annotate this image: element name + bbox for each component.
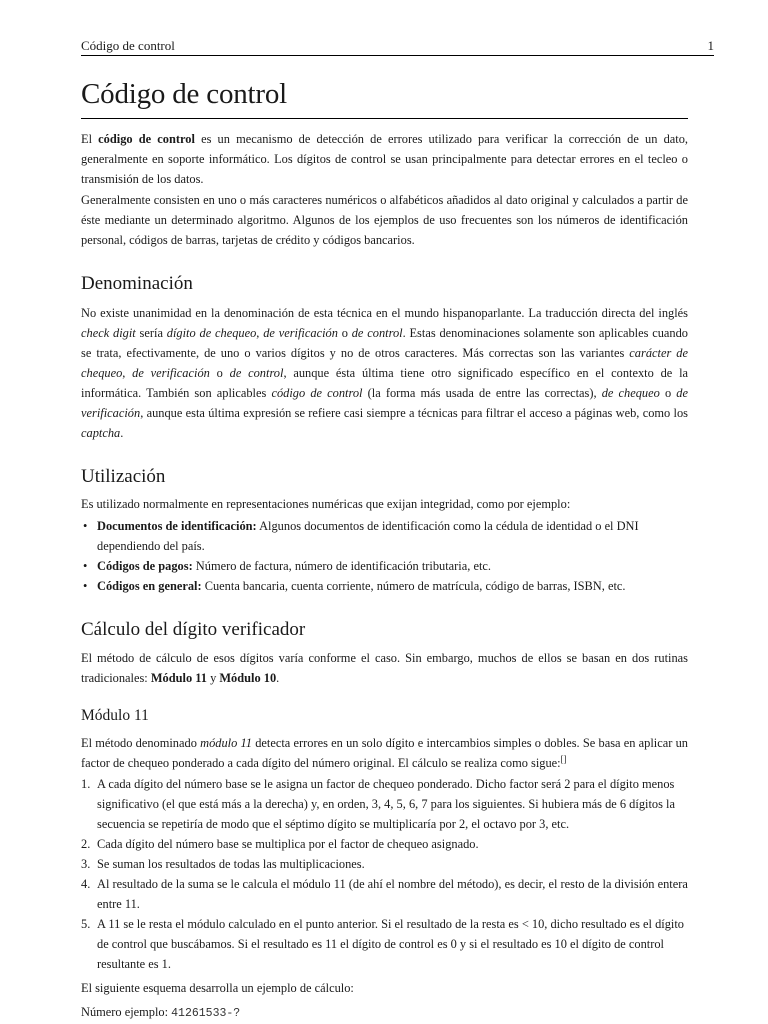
text-run: , aunque ésta última tiene otro significado específico en el contexto de la informática. También son aplicables [81,366,689,400]
italic-term: dígito de chequeo [166,326,257,340]
italic-term: captcha [81,426,121,440]
italic-term: código de control [271,386,363,400]
italic-term: de verificación [132,366,210,380]
step-text: Cada dígito del número base se multiplica por el factor de chequeo asignado. [97,837,479,851]
text-run: y [206,671,220,685]
italic-term: de chequeo [601,386,660,400]
text-run: . [120,426,124,440]
text-run: detecta errores en un solo dígito e intercambios simples o dobles. Se basa en aplicar un factor de chequeo ponderado a cada dígito del número original. El cálculo se realiza como sigue: [81,736,688,770]
italic-term: de control [351,326,403,340]
article-body [81,74,688,1024]
scheme-paragraph: El siguiente esquema desarrolla un ejemplo de cálculo: [81,981,354,995]
intro-paragraph-2: Generalmente consisten en uno o más caracteres numéricos o alfabéticos añadidos al dato original y calculados a partir de éste mediante un determinado algoritmo. Algunos de los ejemplos de uso frecuentes son los números de identificación personal, códigos de barras, tarjetas de crédito y códigos bancarios. [81,193,688,247]
bullet-marker: • [83,579,88,593]
italic-term: de verificación [263,326,338,340]
step-number: 2. [81,837,91,851]
denominacion-paragraph [81,303,688,443]
text-run: El [81,132,99,146]
text-run: , aunque esta última expresión se refiere casi siempre a técnicas para filtrar el acceso a páginas web, como los [140,406,688,420]
page-title: Código de control [81,74,688,119]
term-bold: Módulo 11 [150,671,207,685]
text-run: El método de cálculo de esos dígitos varía conforme el caso. Sin embargo, muchos de ellos se basan en dos rutinas tradicionales: [81,651,688,685]
text-run: sería [135,326,167,340]
utilizacion-list [81,516,688,596]
list-item [81,576,688,596]
list-item [81,834,688,854]
bullet-marker: • [83,559,88,573]
text-run: (la forma más usada de entre las correctas), [362,386,602,400]
section-heading-utilizacion: Utilización [81,466,166,487]
step-text: Se suman los resultados de todas las multiplicaciones. [97,857,365,871]
item-text: Número de factura, número de identificación tributaria, etc. [192,559,491,573]
italic-term: módulo 11 [200,736,252,750]
reference-link[interactable]: [] [560,754,567,764]
running-header [81,37,714,56]
item-label: Documentos de identificación: [97,519,257,533]
modulo11-paragraph [81,733,688,773]
utilizacion-intro: Es utilizado normalmente en representaciones numéricas que exijan integridad, como por ejemplo: [81,497,571,511]
italic-term: carácter de chequeo [81,346,688,380]
term-bold: Módulo 10 [219,671,277,685]
section-heading-denominacion: Denominación [81,273,193,294]
text-run: o [337,326,352,340]
modulo11-steps [81,774,688,974]
example-line [81,1002,688,1024]
calculo-paragraph [81,648,688,688]
list-item [81,854,688,874]
italic-term: de control [229,366,284,380]
item-text: Cuenta bancaria, cuenta corriente, número de matrícula, código de barras, ISBN, etc. [201,579,626,593]
text-run: , [256,326,264,340]
intro-paragraph-1 [81,129,688,189]
example-label: Número ejemplo: [81,1005,172,1019]
step-number: 1. [81,777,91,791]
item-label: Códigos en general: [97,579,202,593]
text-run: No existe unanimidad en la denominación de esta técnica en el mundo hispanoparlante. La traducción directa del inglés [81,306,688,320]
example-number: 41261533-? [171,1007,241,1020]
text-run: . [276,671,280,685]
step-number: 5. [81,917,91,931]
term-bold: código de control [98,132,195,146]
step-text: A 11 se le resta el módulo calculado en el punto anterior. Si el resultado de la resta es < 10, dicho resultado es el dígito de control que buscábamos. Si el resultado es 11 el dígito de control es 0 y si el resultado es 10 el dígito de control resultante es 1. [97,917,685,971]
running-title: Código de control [81,38,175,53]
item-label: Códigos de pagos: [97,559,193,573]
italic-term: de verificación [81,386,688,420]
page-number: 1 [707,38,714,53]
step-number: 3. [81,857,91,871]
list-item [81,874,688,914]
bullet-marker: • [83,519,88,533]
step-text: A cada dígito del número base se le asigna un factor de chequeo ponderado. Dicho factor será 2 para el dígito menos significativo (el que está más a la derecha) y, en orden, 3, 4, 5, 6, 7 para los siguientes. Si hubiera más de 6 dígitos la secuencia se repetiría de modo que el séptimo dígito se multiplicaría por 2, el octavo por 3, etc. [97,777,675,831]
section-heading-calculo: Cálculo del dígito verificador [81,619,306,640]
text-run: . Estas denominaciones solamente son aplicables cuando se trata, efectivamente, de uno o varios dígitos y no de otros caracteres. Más correctas son las variantes [81,326,689,360]
text-run: , [122,366,133,380]
subsection-heading-modulo11: Módulo 11 [81,707,149,724]
step-number: 4. [81,877,91,891]
list-item [81,914,688,974]
list-item [81,516,688,556]
text-run: o [209,366,230,380]
list-item [81,556,688,576]
text-run: es un mecanismo de detección de errores utilizado para verificar la corrección de un dato, generalmente en soporte informático. Los dígitos de control se usan principalmente para detectar errores en el tecleo o transmisión de los datos. [81,132,688,186]
item-text: Algunos documentos de identificación como la cédula de identidad o el DNI dependiendo del país. [97,519,639,553]
step-text: Al resultado de la suma se le calcula el módulo 11 (de ahí el nombre del método), es decir, el resto de la división entera entre 11. [97,877,688,911]
list-item [81,774,688,834]
text-run: El método denominado [81,736,201,750]
italic-term: check digit [81,326,136,340]
text-run: o [659,386,677,400]
